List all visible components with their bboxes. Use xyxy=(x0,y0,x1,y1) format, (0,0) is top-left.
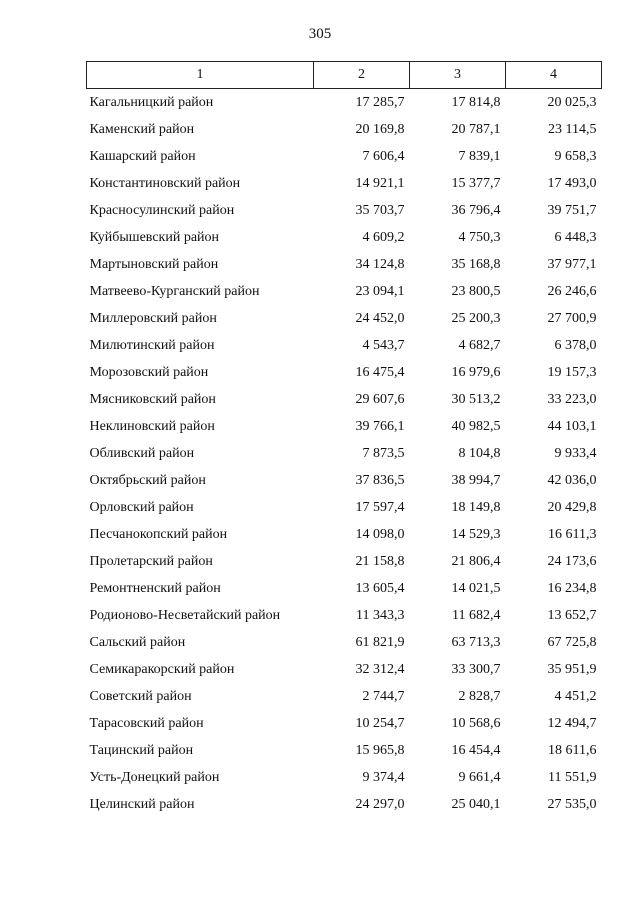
value-cell-col4: 18 611,6 xyxy=(548,742,597,758)
table-body xyxy=(87,89,602,819)
value-cell-col3: 8 104,8 xyxy=(458,445,501,461)
value-cell-col4: 19 157,3 xyxy=(547,364,597,380)
value-cell-col3: 10 568,6 xyxy=(451,715,501,731)
district-name-cell: Сальский район xyxy=(89,634,186,650)
table-row xyxy=(87,224,602,251)
value-cell-col2: 34 124,8 xyxy=(355,256,405,272)
district-name-cell: Милютинский район xyxy=(89,337,215,353)
district-name-cell: Мясниковский район xyxy=(89,391,216,407)
district-name-cell: Орловский район xyxy=(89,499,194,515)
value-cell-col2: 10 254,7 xyxy=(355,715,405,731)
district-name-cell: Красносулинский район xyxy=(89,202,235,218)
value-cell-col3: 16 454,4 xyxy=(451,742,501,758)
value-cell-col2: 20 169,8 xyxy=(355,121,405,137)
table-row xyxy=(87,494,602,521)
value-cell-col2: 17 597,4 xyxy=(355,499,405,515)
value-cell-col4: 26 246,6 xyxy=(547,283,597,299)
value-cell-col2: 9 374,4 xyxy=(362,769,405,785)
value-cell-col2: 11 343,3 xyxy=(356,607,405,623)
value-cell-col2: 32 312,4 xyxy=(355,661,405,677)
value-cell-col2: 17 285,7 xyxy=(355,94,405,110)
value-cell-col2: 24 297,0 xyxy=(355,796,405,812)
table-row xyxy=(87,332,602,359)
table-row xyxy=(87,197,602,224)
district-name-cell: Неклиновский район xyxy=(89,418,215,434)
table-row xyxy=(87,467,602,494)
value-cell-col4: 37 977,1 xyxy=(547,256,597,272)
value-cell-col3: 38 994,7 xyxy=(451,472,501,488)
value-cell-col4: 16 234,8 xyxy=(547,580,597,596)
value-cell-col4: 17 493,0 xyxy=(547,175,597,191)
value-cell-col3: 14 021,5 xyxy=(451,580,501,596)
district-name-cell: Усть-Донецкий район xyxy=(89,769,220,785)
value-cell-col3: 20 787,1 xyxy=(451,121,501,137)
table-row xyxy=(87,305,602,332)
value-cell-col4: 9 658,3 xyxy=(554,148,597,164)
table-row xyxy=(87,656,602,683)
value-cell-col2: 2 744,7 xyxy=(362,688,405,704)
district-name-cell: Куйбышевский район xyxy=(89,229,220,245)
value-cell-col4: 24 173,6 xyxy=(547,553,597,569)
value-cell-col3: 36 796,4 xyxy=(451,202,501,218)
district-name-cell: Семикаракорский район xyxy=(89,661,235,677)
value-cell-col3: 25 200,3 xyxy=(451,310,501,326)
value-cell-col3: 7 839,1 xyxy=(458,148,501,164)
district-name-cell: Песчанокопский район xyxy=(89,526,228,542)
value-cell-col4: 9 933,4 xyxy=(554,445,597,461)
value-cell-col4: 44 103,1 xyxy=(547,418,597,434)
table-row xyxy=(87,710,602,737)
value-cell-col3: 4 750,3 xyxy=(458,229,501,245)
district-name-cell: Ремонтненский район xyxy=(89,580,221,596)
value-cell-col2: 21 158,8 xyxy=(355,553,405,569)
table-row xyxy=(87,737,602,764)
district-name-cell: Кагальницкий район xyxy=(89,94,214,110)
value-cell-col4: 20 025,3 xyxy=(547,94,597,110)
value-cell-col4: 6 448,3 xyxy=(554,229,597,245)
table-row xyxy=(87,548,602,575)
table-row xyxy=(87,116,602,143)
district-name-cell: Советский район xyxy=(89,688,192,704)
column-header-3: 3 xyxy=(410,62,506,89)
table-row xyxy=(87,575,602,602)
value-cell-col3: 11 682,4 xyxy=(452,607,501,623)
district-name-cell: Обливский район xyxy=(89,445,195,461)
value-cell-col3: 21 806,4 xyxy=(451,553,501,569)
value-cell-col3: 4 682,7 xyxy=(458,337,501,353)
value-cell-col3: 9 661,4 xyxy=(458,769,501,785)
value-cell-col3: 18 149,8 xyxy=(451,499,501,515)
value-cell-col2: 29 607,6 xyxy=(355,391,405,407)
value-cell-col4: 27 700,9 xyxy=(547,310,597,326)
table-row xyxy=(87,521,602,548)
value-cell-col2: 7 606,4 xyxy=(362,148,405,164)
value-cell-col4: 35 951,9 xyxy=(547,661,597,677)
table-row xyxy=(87,143,602,170)
value-cell-col2: 4 609,2 xyxy=(362,229,405,245)
value-cell-col2: 15 965,8 xyxy=(355,742,405,758)
district-name-cell: Константиновский район xyxy=(89,175,241,191)
value-cell-col2: 35 703,7 xyxy=(355,202,405,218)
column-header-1: 1 xyxy=(87,62,314,89)
value-cell-col4: 67 725,8 xyxy=(547,634,597,650)
table-row xyxy=(87,251,602,278)
value-cell-col4: 23 114,5 xyxy=(548,121,597,137)
district-name-cell: Пролетарский район xyxy=(89,553,213,569)
value-cell-col3: 33 300,7 xyxy=(451,661,501,677)
value-cell-col2: 39 766,1 xyxy=(355,418,405,434)
table-row xyxy=(87,89,602,117)
value-cell-col3: 30 513,2 xyxy=(451,391,501,407)
district-name-cell: Матвеево-Курганский район xyxy=(89,283,260,299)
table-row xyxy=(87,791,602,818)
district-name-cell: Морозовский район xyxy=(89,364,209,380)
table-row xyxy=(87,359,602,386)
value-cell-col2: 61 821,9 xyxy=(355,634,405,650)
value-cell-col2: 16 475,4 xyxy=(355,364,405,380)
value-cell-col4: 11 551,9 xyxy=(548,769,597,785)
district-name-cell: Кашарский район xyxy=(89,148,196,164)
value-cell-col2: 7 873,5 xyxy=(362,445,405,461)
value-cell-col3: 15 377,7 xyxy=(451,175,501,191)
value-cell-col3: 25 040,1 xyxy=(451,796,501,812)
district-name-cell: Мартыновский район xyxy=(89,256,219,272)
page-number: 305 xyxy=(308,26,332,42)
column-header-2: 2 xyxy=(314,62,410,89)
value-cell-col3: 16 979,6 xyxy=(451,364,501,380)
value-cell-col4: 20 429,8 xyxy=(547,499,597,515)
value-cell-col3: 23 800,5 xyxy=(451,283,501,299)
table-row xyxy=(87,683,602,710)
value-cell-col3: 17 814,8 xyxy=(451,94,501,110)
budget-table xyxy=(86,61,602,818)
district-name-cell: Тарасовский район xyxy=(89,715,204,731)
value-cell-col4: 27 535,0 xyxy=(547,796,597,812)
district-name-cell: Целинский район xyxy=(89,796,195,812)
header-row xyxy=(87,62,602,89)
value-cell-col3: 2 828,7 xyxy=(458,688,501,704)
value-cell-col3: 40 982,5 xyxy=(451,418,501,434)
value-cell-col4: 6 378,0 xyxy=(554,337,597,353)
value-cell-col2: 37 836,5 xyxy=(355,472,405,488)
value-cell-col2: 4 543,7 xyxy=(362,337,405,353)
value-cell-col4: 42 036,0 xyxy=(547,472,597,488)
value-cell-col3: 63 713,3 xyxy=(451,634,501,650)
district-name-cell: Тацинский район xyxy=(89,742,194,758)
value-cell-col4: 12 494,7 xyxy=(547,715,597,731)
table-header xyxy=(87,62,602,89)
value-cell-col3: 14 529,3 xyxy=(451,526,501,542)
district-name-cell: Миллеровский район xyxy=(89,310,217,326)
value-cell-col3: 35 168,8 xyxy=(451,256,501,272)
value-cell-col2: 14 921,1 xyxy=(355,175,405,191)
value-cell-col2: 13 605,4 xyxy=(355,580,405,596)
value-cell-col2: 14 098,0 xyxy=(355,526,405,542)
table-row xyxy=(87,440,602,467)
table-row xyxy=(87,386,602,413)
column-header-4: 4 xyxy=(506,62,602,89)
value-cell-col4: 4 451,2 xyxy=(554,688,597,704)
value-cell-col4: 39 751,7 xyxy=(547,202,597,218)
table-row xyxy=(87,629,602,656)
value-cell-col4: 33 223,0 xyxy=(547,391,597,407)
value-cell-col4: 13 652,7 xyxy=(547,607,597,623)
value-cell-col2: 23 094,1 xyxy=(355,283,405,299)
table-row xyxy=(87,170,602,197)
table-row xyxy=(87,278,602,305)
table-row xyxy=(87,413,602,440)
district-name-cell: Каменский район xyxy=(89,121,195,137)
district-name-cell: Октябрьский район xyxy=(89,472,206,488)
table-row xyxy=(87,764,602,791)
table-row xyxy=(87,602,602,629)
value-cell-col4: 16 611,3 xyxy=(548,526,597,542)
value-cell-col2: 24 452,0 xyxy=(355,310,405,326)
district-name-cell: Родионово-Несветайский район xyxy=(89,607,281,623)
